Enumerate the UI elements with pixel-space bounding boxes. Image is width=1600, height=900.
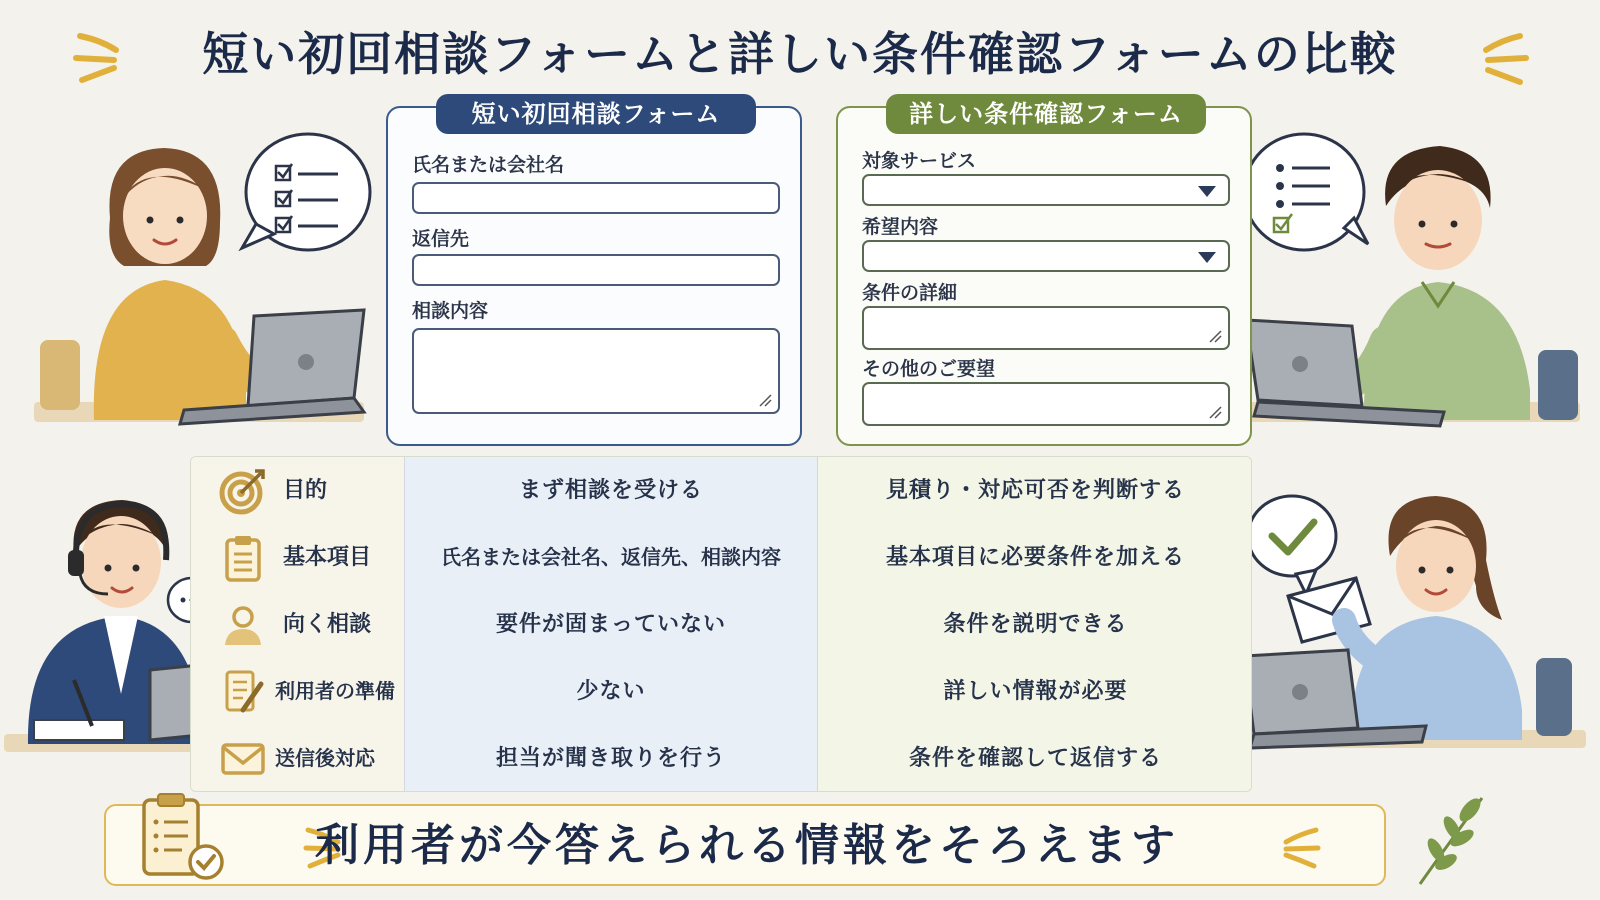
support-agent-illustration [4, 494, 210, 784]
table-row-basic-fields [191, 524, 1252, 591]
short-form-heading: 短い初回相談フォーム [436, 94, 756, 134]
clipboard-icon [219, 534, 267, 582]
short-form-cell: 氏名または会社名、返信先、相談内容 [404, 524, 817, 591]
desired-content-label: 希望内容 [862, 216, 939, 238]
detail-form-cell: 見積り・対応可否を判断する [817, 457, 1252, 524]
row-label: 基本項目 [283, 545, 372, 570]
detailed-conditions-form [836, 100, 1252, 446]
target-icon [219, 467, 267, 515]
list-bubble-icon [1244, 134, 1368, 250]
chevron-down-icon [1198, 252, 1216, 263]
detail-form-cell: 詳しい情報が必要 [817, 658, 1252, 725]
table-row-post-submission [191, 725, 1252, 792]
right-footer-sparkle-icon [1272, 822, 1322, 872]
detail-form-cell: 条件を説明できる [817, 591, 1252, 658]
target-service-select[interactable] [862, 174, 1230, 206]
resize-grip-icon[interactable] [1208, 405, 1222, 419]
row-label-cell [191, 658, 404, 725]
row-label-cell [191, 725, 404, 792]
other-requests-textarea[interactable] [862, 382, 1230, 426]
reply-address-input[interactable] [412, 254, 780, 286]
leaf-sprig-icon [1404, 790, 1494, 890]
row-label-cell [191, 591, 404, 658]
person-icon [219, 601, 267, 649]
comparison-table [190, 456, 1252, 792]
desired-content-select[interactable] [862, 240, 1230, 272]
man-laptop-illustration [1244, 130, 1594, 440]
short-form-cell: 少ない [404, 658, 817, 725]
consultation-content-label: 相談内容 [412, 300, 489, 322]
left-title-sparkle-icon [70, 28, 130, 84]
short-form-cell: 担当が聞き取りを行う [404, 725, 817, 792]
detail-form-heading: 詳しい条件確認フォーム [886, 94, 1206, 134]
detail-form-cell: 条件を確認して返信する [817, 725, 1252, 792]
table-row-suitable-consultation [191, 591, 1252, 658]
resize-grip-icon[interactable] [1208, 329, 1222, 343]
checklist-bubble-icon [242, 134, 370, 250]
short-form-cell: まず相談を受ける [404, 457, 817, 524]
consultation-content-textarea[interactable] [412, 328, 780, 414]
row-label: 利用者の準備 [275, 679, 395, 703]
short-consultation-form [386, 100, 802, 446]
checkmark-bubble-icon [1248, 496, 1336, 594]
condition-details-textarea[interactable] [862, 306, 1230, 350]
name-or-company-input[interactable] [412, 182, 780, 214]
woman-laptop-illustration [34, 130, 374, 440]
notepad-pen-icon [219, 668, 267, 716]
detail-form-cell: 基本項目に必要条件を加える [817, 524, 1252, 591]
row-label: 目的 [283, 478, 328, 503]
row-label-cell [191, 457, 404, 524]
table-row-purpose [191, 457, 1252, 524]
chevron-down-icon [1198, 186, 1216, 197]
resize-grip-icon[interactable] [758, 393, 772, 407]
table-row-user-preparation [191, 658, 1252, 725]
woman-envelope-illustration [1240, 490, 1594, 780]
short-form-cell: 要件が固まっていない [404, 591, 817, 658]
condition-details-label: 条件の詳細 [862, 282, 958, 304]
page-title: 短い初回相談フォームと詳しい条件確認フォームの比較 [202, 27, 1398, 81]
name-or-company-label: 氏名または会社名 [412, 154, 565, 176]
row-label: 送信後対応 [275, 746, 375, 770]
right-title-sparkle-icon [1472, 28, 1532, 88]
target-service-label: 対象サービス [862, 150, 977, 172]
footer-message: 利用者が今答えられる情報をそろえます [315, 820, 1179, 871]
envelope-icon [219, 735, 267, 783]
row-label-cell [191, 524, 404, 591]
footer-banner [104, 804, 1386, 886]
other-requests-label: その他のご要望 [862, 358, 996, 380]
row-label: 向く相談 [283, 612, 372, 637]
reply-address-label: 返信先 [412, 228, 470, 250]
